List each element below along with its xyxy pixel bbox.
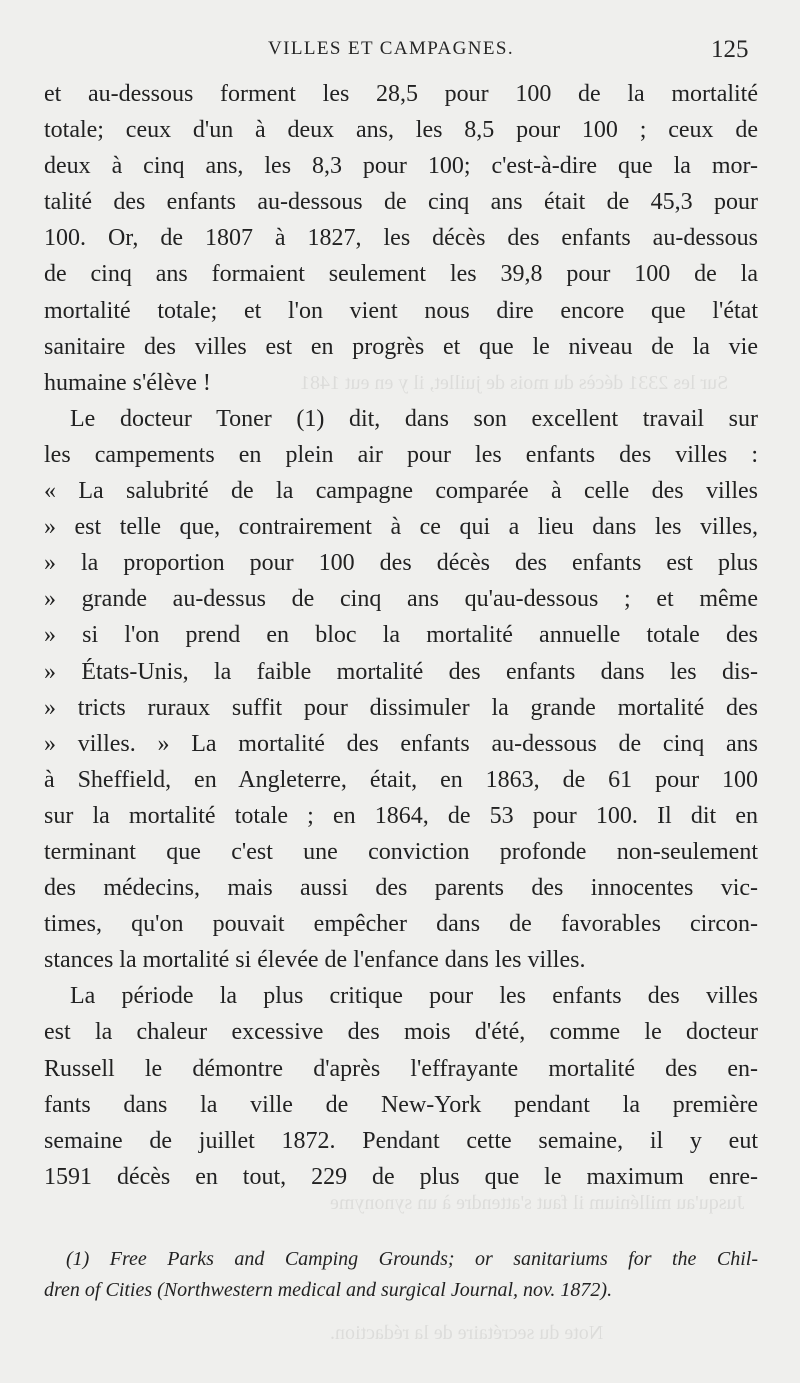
text-line: » la proportion pour 100 des décès des enfants est plus xyxy=(44,550,758,577)
text-line: La période la plus critique pour les enfants des villes xyxy=(70,983,758,1010)
text-line: » grande au-dessus de cinq ans qu'au-dessous ; et même xyxy=(44,586,758,613)
text-line: » si l'on prend en bloc la mortalité annuelle totale des xyxy=(44,622,758,649)
body-text xyxy=(44,76,758,1195)
text-line: totale; ceux d'un à deux ans, les 8,5 pour 100 ; ceux de xyxy=(44,117,758,144)
show-through-text: Note du secrétaire de la rédaction. xyxy=(330,1322,604,1344)
text-line: times, qu'on pouvait empêcher dans de favorables circon- xyxy=(44,911,758,938)
text-line: Le docteur Toner (1) dit, dans son excellent travail sur xyxy=(70,405,758,432)
text-line: » tricts ruraux suffit pour dissimuler la grande mortalité des xyxy=(44,694,758,721)
footnote-line: dren of Cities (Northwestern medical and surgical Journal, nov. 1872). xyxy=(44,1279,613,1301)
text-line: 100. Or, de 1807 à 1827, les décès des enfants au-dessous xyxy=(44,225,758,252)
show-through-text: Jusqu'au millénium il faut s'attendre à un synonyme xyxy=(330,1192,745,1214)
text-line: Russell le démontre d'après l'effrayante mortalité des en- xyxy=(44,1055,758,1082)
text-line: est la chaleur excessive des mois d'été, comme le docteur xyxy=(44,1019,758,1046)
text-line: à Sheffield, en Angleterre, était, en 1863, de 61 pour 100 xyxy=(44,766,758,793)
text-line: et au-dessous forment les 28,5 pour 100 de la mortalité xyxy=(44,81,758,107)
running-header xyxy=(0,38,800,68)
text-line: stances la mortalité si élevée de l'enfance dans les villes. xyxy=(44,947,586,974)
page-number: 125 xyxy=(711,36,749,63)
text-line: 1591 décès en tout, 229 de plus que le maximum enre- xyxy=(44,1163,758,1190)
text-line: les campements en plein air pour les enfants des villes : xyxy=(44,441,758,468)
footnote xyxy=(44,1244,758,1306)
text-line: sanitaire des villes est en progrès et que le niveau de la vie xyxy=(44,333,758,360)
text-line: » villes. » La mortalité des enfants au-dessous de cinq ans xyxy=(44,730,758,757)
text-line: des médecins, mais aussi des parents des innocentes vic- xyxy=(44,875,758,902)
text-line: « La salubrité de la campagne comparée à celle des villes xyxy=(44,478,758,505)
text-line: humaine s'élève ! xyxy=(44,369,211,396)
text-line: » est telle que, contrairement à ce qui a lieu dans les villes, xyxy=(44,514,758,541)
text-line: deux à cinq ans, les 8,3 pour 100; c'est-à-dire que la mor- xyxy=(44,153,758,180)
text-line: mortalité totale; et l'on vient nous dire encore que l'état xyxy=(44,297,758,324)
text-line: terminant que c'est une conviction profonde non-seulement xyxy=(44,838,758,865)
text-line: de cinq ans formaient seulement les 39,8 pour 100 de la xyxy=(44,261,758,288)
running-title: VILLES ET CAMPAGNES. xyxy=(268,38,514,59)
footnote-line: (1) Free Parks and Camping Grounds; or sanitariums for the Chil- xyxy=(66,1248,758,1270)
text-line: talité des enfants au-dessous de cinq ans était de 45,3 pour xyxy=(44,189,758,216)
text-line: fants dans la ville de New-York pendant la première xyxy=(44,1091,758,1118)
show-through-text: Sur les 2331 décès du mois de juillet, il y en eut 1481 xyxy=(300,372,729,394)
text-line: » États-Unis, la faible mortalité des enfants dans les dis- xyxy=(44,658,758,685)
text-line: sur la mortalité totale ; en 1864, de 53 pour 100. Il dit en xyxy=(44,802,758,829)
text-line: semaine de juillet 1872. Pendant cette semaine, il y eut xyxy=(44,1127,758,1154)
